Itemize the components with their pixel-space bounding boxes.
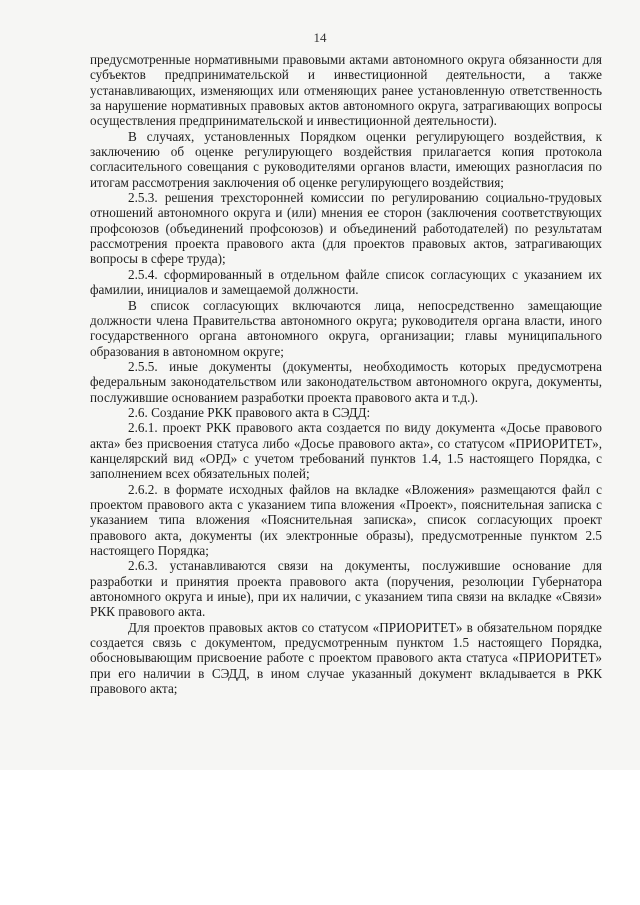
- paragraph: В список согласующих включаются лица, непосредственно замещающие должности члена Правительства автономного округа; руководителя органа власти, иного государственного органа автономного округа, организации; главы муниципального образования в автономном округе;: [90, 297, 602, 359]
- paragraph: 2.5.5. иные документы (документы, необходимость которых предусмотрена федеральным законодательством или законодательством автономного округа, документы, послужившие основанием разработки проекта правового акта и т.д.).: [90, 358, 602, 405]
- paragraph: 2.6.3. устанавливаются связи на документы, послужившие основание для разработки и принятия проекта правового акта (поручения, резолюции Губернатора автономного округа и иные), при их наличии, с указанием типа связи на вкладке «Связи» РКК правового акта.: [90, 558, 602, 620]
- paragraph: 2.6.1. проект РКК правового акта создается по виду документа «Досье правового акта» без присвоения статуса либо «Досье правового акта», со статусом «ПРИОРИТЕТ», канцелярский вид «ОРД» с учетом требований пунктов 1.4, 1.5 настоящего Порядка, с заполнением всех обязательных полей;: [90, 420, 602, 482]
- paragraph: 2.5.3. решения трехсторонней комиссии по регулированию социально-трудовых отношений автономного округа и (или) мнения ее сторон (заключения соответствующих профсоюзов (объединений профсоюзов) и объединений работодателей) по результатам рассмотрения проекта правового акта (для проектов правовых актов, затрагивающих вопросы в сфере труда);: [90, 190, 602, 267]
- blank-margin: [0, 770, 640, 905]
- section-heading: 2.6. Создание РКК правового акта в СЭДД:: [128, 404, 371, 420]
- page-body: [90, 52, 602, 696]
- paragraph: предусмотренные нормативными правовыми актами автономного округа обязанности для субъектов предпринимательской и инвестиционной деятельности, а также устанавливающих, изменяющих или отменяющих ранее установленную ответственность за нарушение нормативных правовых актов автономного округа, затрагивающих вопросы осуществления предпринимательской и инвестиционной деятельности).: [90, 52, 602, 129]
- paragraph: Для проектов правовых актов со статусом «ПРИОРИТЕТ» в обязательном порядке создается связь с документом, предусмотренным пунктом 1.5 настоящего Порядка, обосновывающим присвоение работе с проектом правового акта статуса «ПРИОРИТЕТ» при его наличии в СЭДД, в ином случае указанный документ вкладывается в РКК правового акта;: [90, 619, 602, 697]
- paragraph: В случаях, установленных Порядком оценки регулирующего воздействия, к заключению об оценке регулирующего воздействия прилагается копия протокола согласительного совещания с руководителями органов власти, имеющих разногласия по итогам рассмотрения заключения об оценке регулирующего воздействия;: [90, 128, 602, 190]
- paragraph: 2.5.4. сформированный в отдельном файле список согласующих с указанием их фамилии, инициалов и замещаемой должности.: [90, 266, 602, 298]
- page-number: 14: [313, 30, 327, 45]
- paragraph: 2.6.2. в формате исходных файлов на вкладке «Вложения» размещаются файл с проектом правового акта с указанием типа вложения «Проект», пояснительная записка с указанием типа вложения «Пояснительная записка», список согласующих проект правового акта, документы (их электронные образы), предусмотренные пунктом 2.5 настоящего Порядка;: [90, 481, 602, 558]
